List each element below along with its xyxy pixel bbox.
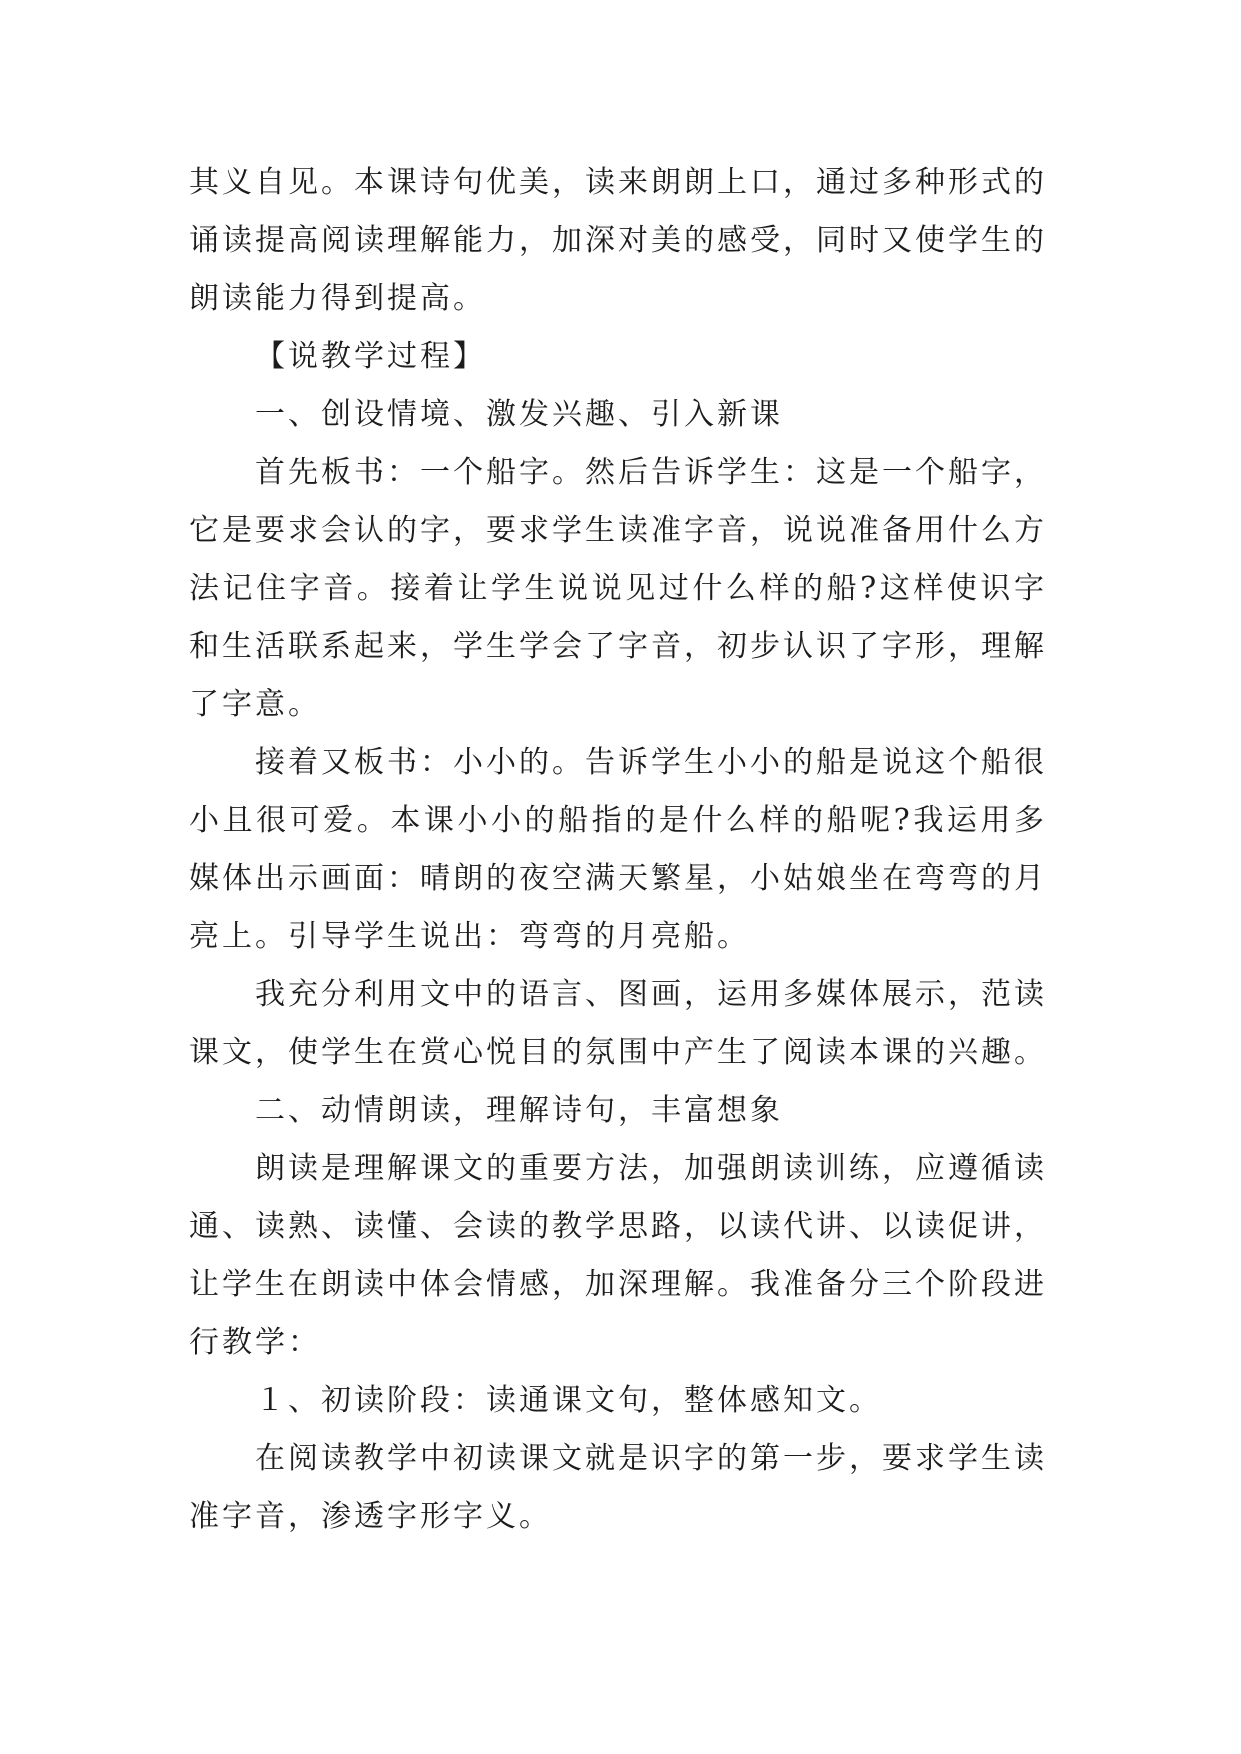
text-line: 了字意。: [189, 687, 321, 722]
section-heading-block: [189, 1372, 1047, 1430]
text-line: 接着又板书：小小的。告诉学生小小的船是说这个船很: [255, 745, 1047, 780]
text-line: 朗读能力得到提高。: [189, 281, 486, 316]
document-body: [189, 154, 1047, 1546]
text-line: 法记住字音。接着让学生说说见过什么样的船?这样使识字: [189, 571, 1047, 606]
paragraph: [189, 734, 1047, 966]
text-line: 在阅读教学中初读课文就是识字的第一步，要求学生读: [255, 1441, 1047, 1476]
text-line: 它是要求会认的字，要求学生读准字音，说说准备用什么方: [189, 513, 1047, 548]
text-line: 行教学：: [189, 1325, 321, 1360]
paragraph: [189, 1140, 1047, 1372]
text-line: 课文，使学生在赏心悦目的氛围中产生了阅读本课的兴趣。: [189, 1035, 1047, 1070]
text-line: 媒体出示画面：晴朗的夜空满天繁星，小姑娘坐在弯弯的月: [189, 861, 1047, 896]
section-heading: １、初读阶段：读通课文句，整体感知文。: [255, 1383, 882, 1418]
paragraph: [189, 444, 1047, 734]
section-heading: 【说教学过程】: [255, 339, 486, 374]
section-heading-block: [189, 328, 1047, 386]
paragraph: [189, 1430, 1047, 1546]
section-heading: 二、动情朗读，理解诗句，丰富想象: [255, 1093, 783, 1128]
text-line: 准字音，渗透字形字义。: [189, 1499, 552, 1534]
text-line: 让学生在朗读中体会情感，加深理解。我准备分三个阶段进: [189, 1267, 1047, 1302]
text-line: 诵读提高阅读理解能力，加深对美的感受，同时又使学生的: [189, 223, 1047, 258]
section-heading: 一、创设情境、激发兴趣、引入新课: [255, 397, 783, 432]
text-line: 通、读熟、读懂、会读的教学思路，以读代讲、以读促讲，: [189, 1209, 1047, 1244]
text-line: 朗读是理解课文的重要方法，加强朗读训练，应遵循读: [255, 1151, 1047, 1186]
section-heading-block: [189, 1082, 1047, 1140]
paragraph: [189, 154, 1047, 328]
text-line: 亮上。引导学生说出：弯弯的月亮船。: [189, 919, 750, 954]
paragraph: [189, 966, 1047, 1082]
text-line: 小且很可爱。本课小小的船指的是什么样的船呢?我运用多: [189, 803, 1047, 838]
text-line: 我充分利用文中的语言、图画，运用多媒体展示，范读: [255, 977, 1047, 1012]
text-line: 其义自见。本课诗句优美，读来朗朗上口，通过多种形式的: [189, 165, 1047, 200]
text-line: 和生活联系起来，学生学会了字音，初步认识了字形，理解: [189, 629, 1047, 664]
section-heading-block: [189, 386, 1047, 444]
text-line: 首先板书：一个船字。然后告诉学生：这是一个船字，: [255, 455, 1047, 490]
